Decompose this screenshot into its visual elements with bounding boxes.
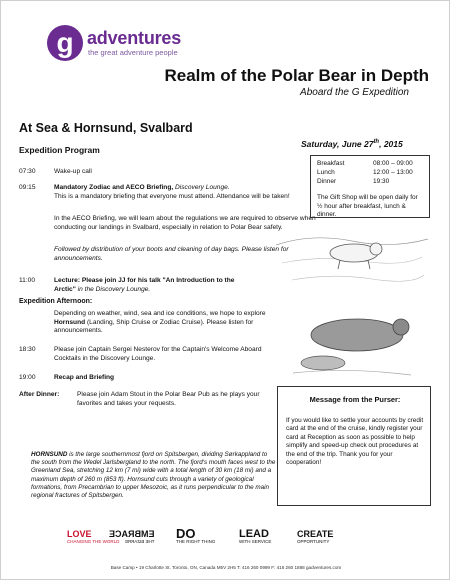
meal-times-box [310,155,430,218]
value-word: LOVE [67,529,92,539]
meal-time: 19:30 [373,178,390,185]
afternoon-prefix: Depending on weather, wind, sea and ice conditions, we hope to explore [54,310,266,317]
value-caption: CHANGING THE WORLD [67,539,120,544]
page-title: Realm of the Polar Bear in Depth [164,66,429,85]
value-word: DO [176,526,196,541]
value-badge-create [297,529,333,544]
value-caption: OPPORTUNITY [297,539,330,544]
date-line [301,139,403,149]
hornsund-note [31,451,276,500]
brand-name: adventures [87,28,182,48]
schedule-description [54,184,329,201]
schedule-body: This is a mandatory briefing that everyone must attend. Attendance will be taken! [54,192,290,200]
value-badge-embrace [109,529,155,544]
schedule-title: Recap and Briefing [54,374,115,381]
footer-address: Base Camp • 19 Charlotte St. Toronto, ON, Canada M5V 2H5 T: 416 260 0999 F: 416 260 1888 gadventures.com [110,565,342,570]
value-badge-lead [239,529,271,544]
schedule-time: 18:30 [19,346,36,353]
after-dinner-text: Please join Adam Stout in the Polar Bear Pub as he plays your favorites and takes your requests. [77,391,260,407]
value-caption: WITH SERVICE [239,539,272,544]
meal-time: 08:00 – 09:00 [373,160,413,167]
hornsund-name: HORNSUND [31,451,68,458]
value-word: EMBRACE [109,529,155,539]
schedule-title: Wake-up call [54,168,92,175]
schedule-time: 19:00 [19,374,36,381]
schedule-body: Followed by distribution of your boots and cleaning of day bags. Please listen for announcements. [54,246,289,262]
date-suffix: th [373,139,380,146]
afternoon-heading: Expedition Afternoon: [19,298,93,305]
schedule-place: Discovery Lounge. [175,184,230,191]
logo-letter: g [56,27,74,58]
schedule-body: Please join Captain Sergei Nesterov for the Captain's Welcome Aboard Cocktails in the Discovery Lounge. [54,346,262,362]
schedule-title: Mandatory Zodiac and AECO Briefing, [54,184,174,191]
purser-title: Message from the Purser: [309,395,401,404]
after-dinner-label: After Dinner: [19,391,60,398]
meal-time: 12:00 – 13:00 [373,169,413,176]
schedule-time: 11:00 [19,277,36,284]
brand-tagline: the great adventure people [88,48,178,57]
schedule-time: 07:30 [19,168,36,175]
value-badge-do [176,526,216,544]
purser-message-box [277,386,431,506]
value-caption: THE RIGHT THING [176,539,216,544]
gift-shop-note: The Gift Shop will be open daily for ½ hour after breakfast, lunch & dinner. [317,194,418,218]
afternoon-highlight: Hornsund [54,318,86,326]
schedule-title: Lecture: Please join JJ for his talk "An Introduction to the Arctic" [54,277,235,293]
date-year: , 2015 [379,139,403,149]
schedule-place: in the Discovery Lounge. [77,285,151,293]
schedule-description [54,277,249,294]
g-adventures-logo [47,25,83,61]
afternoon-suffix: (Landing, Ship Cruise or Zodiac Cruise). Please listen for announcements. [54,318,254,335]
polar-bear-sketch [272,225,432,295]
value-caption: THE BIZARRE [124,539,155,544]
meal-name: Dinner [317,178,337,185]
meal-name: Breakfast [317,160,345,167]
schedule-body: In the AECO Briefing, we will learn about the regulations we are required to observe when conducting our landings in Svalbard, especially in relation to Polar Bear safety. [54,215,316,231]
hornsund-text: is the large southernmost fjord on Spitsbergen, dividing Sørkappland to the south from the Wedel Jarlsbergland to the north. The fjord's mouth faces west to the Greenland Sea, stretching 12 km (7 mi) wide with a total length of 30 km (18 mi) and a maximum depth of 260 m (853 ft). Hornsund cuts through a variety of geological formations, from Precambrian to upper Mesozoic, as it runs perpendicular to the main regional fractures of Spitsbergen. [31,451,276,500]
page-subtitle: Aboard the G Expedition [300,87,409,98]
purser-body: If you would like to settle your accounts by credit card at the end of the cruise, kindly register your card at Reception as soon as possible to help simplify and speed-up check out procedures at the end of the trip. Thank you for your cooperation! [286,417,424,467]
schedule-time: 09:15 [19,184,36,191]
program-heading: Expedition Program [19,145,100,155]
seal-sketch [287,301,417,383]
meal-name: Lunch [317,169,335,176]
location-heading: At Sea & Hornsund, Svalbard [19,121,193,135]
date-day: Saturday, June 27 [301,139,374,149]
afternoon-text [54,310,289,336]
value-word: LEAD [239,528,269,540]
value-word: CREATE [297,529,334,539]
